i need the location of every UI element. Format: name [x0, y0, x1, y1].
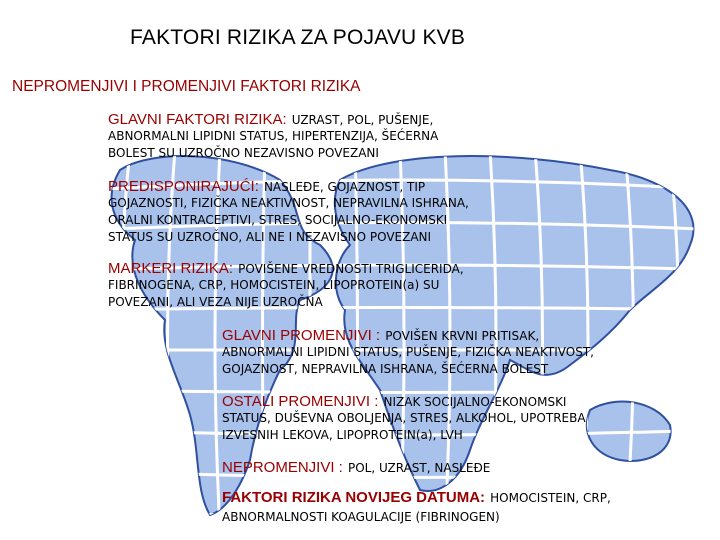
section-glavni-faktori — [108, 109, 433, 128]
section-ostali-promenjivi — [222, 391, 566, 410]
section-first-line: UZRAST, POL, PUŠENJE, — [291, 113, 434, 127]
section-line: ABNORMALNI LIPIDNI STATUS, HIPERTENZIJA, ŠEĆERNA — [108, 129, 439, 143]
section-first-line: POVIŠENE VREDNOSTI TRIGLICERIDA, — [238, 262, 464, 276]
section-predisponirajuci — [108, 176, 425, 195]
section-heading: PREDISPONIRAJUĆI: — [108, 178, 259, 195]
section-line: BOLEST SU UZROČNO NEZAVISNO POVEZANI — [108, 146, 379, 160]
section-heading: NEPROMENJIVI : — [222, 459, 343, 476]
section-line: IZVESNIH LEKOVA, LIPOPROTEIN(a), LVH — [222, 428, 463, 442]
section-line: GOJAZNOSTI, FIZIČKA NEAKTIVNOST, NEPRAVILNA ISHRANA, — [108, 196, 469, 210]
slide-title: FAKTORI RIZIKA ZA POJAVU KVB — [130, 26, 466, 49]
section-glavni-promenjivi — [222, 325, 539, 344]
section-heading: OSTALI PROMENJIVI : — [222, 393, 379, 410]
section-first-line: POVIŠEN KRVNI PRITISAK, — [385, 329, 540, 343]
section-line: STATUS SU UZROČNO, ALI NE I NEZAVISNO POVEZANI — [108, 230, 432, 244]
section-line: ORALNI KONTRACEPTIVI, STRES, SOCIJALNO-EKONOMSKI — [108, 213, 448, 227]
section-heading: FAKTORI RIZIKA NOVIJEG DATUMA: — [222, 489, 486, 506]
section-heading: MARKERI RIZIKA: — [108, 260, 234, 277]
section-line: GOJAZNOST, NEPRAVILNA ISHRANA, ŠEĆERNA BOLEST — [222, 362, 549, 376]
section-line: POVEZANI, ALI VEZA NIJE UZROČNA — [108, 295, 323, 309]
section-first-line: POL, UZRAST, NASLEĐE — [347, 461, 491, 475]
section-first-line: NIZAK SOCIJALNO-EKONOMSKI — [383, 395, 567, 409]
section-nepromenjivi — [222, 457, 490, 476]
section-heading: GLAVNI FAKTORI RIZIKA: — [108, 111, 287, 128]
section-first-line: HOMOCISTEIN, CRP, — [490, 491, 611, 505]
section-line: STATUS, DUŠEVNA OBOLJENJA, STRES, ALKOHOL, UPOTREBA — [222, 411, 586, 425]
section-markeri — [108, 258, 464, 277]
section-first-line: NASLEĐE, GOJAZNOST, TIP — [263, 180, 426, 194]
section-novijeg-datuma — [222, 487, 611, 506]
section-line: FIBRINOGENA, CRP, HOMOCISTEIN, LIPOPROTEIN(a) SU — [108, 278, 440, 292]
section-line: ABNORMALNI LIPIDNI STATUS, PUŠENJE, FIZIČKA NEAKTIVOST, — [222, 345, 594, 359]
section-line: ABNORMALNOSTI KOAGULACIJE (FIBRINOGEN) — [222, 510, 500, 524]
slide-subtitle: NEPROMENJIVI I PROMENJIVI FAKTORI RIZIKA — [12, 78, 361, 95]
section-heading: GLAVNI PROMENJIVI : — [222, 327, 381, 344]
